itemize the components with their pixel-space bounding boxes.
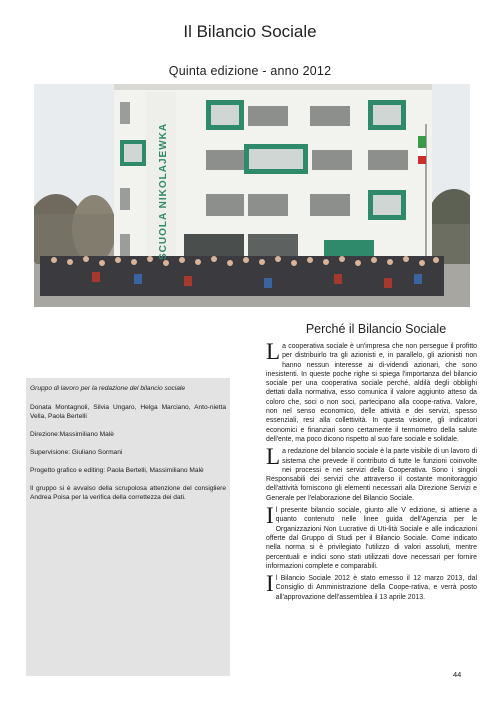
working-group-graphics: Progetto grafico e editing: Paola Bertelli, Massimiliano Malè bbox=[30, 467, 204, 474]
working-group-title: Gruppo di lavoro per la redazione del bilancio sociale bbox=[30, 385, 186, 392]
page-number: 44 bbox=[453, 670, 462, 679]
paragraph bbox=[266, 444, 477, 503]
building-sign-text: SCUOLA NIKOLAJEWKA bbox=[158, 122, 169, 260]
school-group-photo bbox=[34, 84, 470, 307]
working-group-box bbox=[26, 378, 230, 676]
working-group-note: Il gruppo si è avvalso della scrupolosa attenzione del consigliere Andrea Poisa per la verifica della correttezza dei dati. bbox=[30, 485, 226, 501]
drop-cap: L bbox=[266, 339, 281, 364]
paragraph bbox=[266, 503, 477, 571]
section-body bbox=[266, 339, 477, 605]
working-group-members: Donata Montagnoli, Silvia Ungaro, Helga Marciano, Anto-nietta Vella, Paola Bertelli bbox=[30, 404, 226, 420]
paragraph-text: l presente bilancio sociale, giunto alle V edizione, si attiene a quanto contenuto nelle linee guida dell'Agenzia per le Organizzazioni Non Lucrative di Uti-lità Sociale e alle indicazioni offerte dal Gruppo di Studi per il Bilancio Sociale. Come indicato nella norma si è privilegiato l'utilizzo di valori assoluti, mentre percentuali e indici sono stati utilizzati dove necessari per fornire informazioni complete e comparabili. bbox=[266, 507, 477, 570]
paragraph-text: l Bilancio Sociale 2012 è stato emesso il 12 marzo 2013, dal Consiglio di Amministrazione della Coope-rativa, e verrà posto all'approvazione dell'assemblea il 13 aprile 2013. bbox=[275, 575, 477, 601]
page-title: Il Bilancio Sociale bbox=[183, 22, 317, 41]
paragraph bbox=[266, 339, 477, 444]
working-group-supervision: Supervisione: Giuliano Sormani bbox=[30, 449, 123, 456]
paragraph bbox=[266, 571, 477, 602]
drop-cap: I bbox=[266, 503, 274, 529]
edition-subtitle: Quinta edizione - anno 2012 bbox=[168, 64, 332, 78]
paragraph-text: a cooperativa sociale è un'impresa che non persegue il profitto per distribuirlo tra gli azionisti e, in parallelo, gli azionisti non hanno nessun interesse ai di-videndi azionari, che sono inesistenti. In queste poche righe si spiega l'importanza del bilancio sociale per una cooperativa sociale perché, aldilà degli obblighi dettati dalla normativa, esso comunica il valore aggiunto atteso da coloro che, soci o non soci, partecipano alla coope-rativa. Valore, non nel senso economico, delle attività e dei servizi, spesso essenziali, resi alla collettività. In questa visione, gli indicatori economici e finanziari sono certamente il termometro della salute dell'ente, ma poco dicono rispetto al suo fare sociale e solidale. bbox=[266, 343, 477, 443]
paragraph-text: a redazione del bilancio sociale è la parte visibile di un lavoro di sistema che prevede il contributo di tutte le funzioni coinvolte nei processi e nei servizi della Cooperativa. Sono i singoli Responsabili dei servizi che attraverso il costante monitoraggio dell'attività forniscono gli elementi necessari alla Direzione Servizi e Generale per l'elaborazione del Bilancio Sociale. bbox=[266, 448, 477, 502]
drop-cap: L bbox=[266, 444, 281, 470]
section-heading: Perché il Bilancio Sociale bbox=[305, 322, 447, 336]
working-group-direction: Direzione:Massimiliano Malè bbox=[30, 431, 114, 438]
drop-cap: I bbox=[266, 571, 274, 597]
